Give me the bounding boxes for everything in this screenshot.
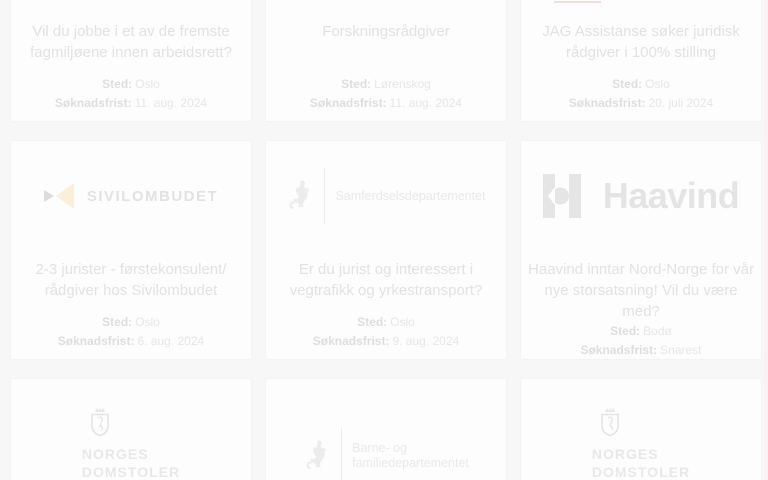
job-card[interactable] xyxy=(10,140,252,360)
haavind-h-icon xyxy=(543,174,581,218)
jag-logo-fragment xyxy=(554,1,601,3)
job-meta xyxy=(569,75,713,121)
employer-logo-area xyxy=(521,0,761,13)
job-card[interactable] xyxy=(520,0,762,122)
job-meta xyxy=(313,313,459,359)
ministry-name xyxy=(352,441,469,471)
sivilombudet-wordmark: SIVILOMBUDET xyxy=(86,187,219,205)
page-edge-stripe xyxy=(764,0,768,480)
job-location: Sted: Lørenskog xyxy=(341,77,431,91)
job-card[interactable] xyxy=(520,378,762,480)
deadline-label: Søknadsfrist: xyxy=(309,96,387,110)
barne-og-familiedepartementet-logo xyxy=(303,428,469,480)
job-title: Haavind inntar Nord-Norge for vår nye storsatsning! Vil du være med? xyxy=(528,261,754,320)
job-card[interactable] xyxy=(520,140,762,360)
job-deadline: Søknadsfrist: 11. aug. 2024 xyxy=(54,96,208,110)
court-crest-icon xyxy=(598,405,622,441)
logo-line2: DOMSTOLER xyxy=(81,464,181,480)
job-title: Er du jurist og interessert i vegtrafikk og yrkestransport? xyxy=(289,261,483,299)
sivilombudet-arrow-left-icon xyxy=(56,183,74,209)
location-label: Sted: xyxy=(341,77,372,91)
location-label: Sted: xyxy=(102,77,133,91)
logo-divider xyxy=(341,428,342,480)
norges-domstoler-logo xyxy=(592,405,690,480)
logo-line1: NORGES xyxy=(81,446,149,462)
job-title: 2-3 jurister - førstekonsulent/ rådgiver hos Sivilombudet xyxy=(35,261,227,299)
logo-line1: NORGES xyxy=(591,446,659,462)
norwegian-lion-icon xyxy=(303,439,329,473)
location-label: Sted: xyxy=(612,77,643,91)
court-crest-icon xyxy=(88,405,112,441)
job-title: Forskningsrådgiver xyxy=(322,23,450,40)
job-card[interactable] xyxy=(265,378,507,480)
job-card[interactable] xyxy=(265,0,507,122)
logo-line2: DOMSTOLER xyxy=(591,464,691,480)
job-meta xyxy=(580,322,701,360)
job-deadline: Søknadsfrist: 6. aug. 2024 xyxy=(57,334,205,348)
job-location: Sted: Oslo xyxy=(357,315,415,329)
job-meta xyxy=(55,75,207,121)
employer-logo-area xyxy=(266,401,506,480)
job-meta xyxy=(58,313,204,359)
samferdselsdepartementet-logo xyxy=(286,168,485,224)
deadline-label: Søknadsfrist: xyxy=(312,334,390,348)
deadline-label: Søknadsfrist: xyxy=(57,334,135,348)
job-meta xyxy=(310,75,462,121)
employer-logo-area xyxy=(11,141,251,251)
employer-logo-area xyxy=(266,141,506,251)
location-label: Sted: xyxy=(357,315,388,329)
norwegian-lion-icon xyxy=(286,179,312,213)
haavind-logo xyxy=(543,174,740,218)
job-listing-grid xyxy=(10,0,762,480)
haavind-wordmark: Haavind xyxy=(602,175,740,216)
job-location: Sted: Oslo xyxy=(612,77,670,91)
deadline-label: Søknadsfrist: xyxy=(568,96,646,110)
job-deadline: Søknadsfrist: 9. aug. 2024 xyxy=(312,334,460,348)
job-card[interactable] xyxy=(265,140,507,360)
location-label: Sted: xyxy=(102,315,133,329)
job-title: Vil du jobbe i et av de fremste fagmiljøene innen arbeidsrett? xyxy=(30,23,232,61)
logo-line1: Barne- og xyxy=(352,441,408,455)
job-location: Sted: Oslo xyxy=(102,77,160,91)
location-label: Sted: xyxy=(610,324,641,338)
job-card[interactable] xyxy=(10,378,252,480)
logo-line2: familiedepartementet xyxy=(352,456,469,470)
employer-logo-area xyxy=(266,0,506,13)
deadline-label: Søknadsfrist: xyxy=(580,343,658,357)
employer-logo-area xyxy=(521,141,761,251)
job-location: Sted: Bodø xyxy=(610,324,672,338)
job-card[interactable] xyxy=(10,0,252,122)
logo-divider xyxy=(324,168,325,224)
job-deadline: Søknadsfrist: Snarest xyxy=(580,343,702,357)
job-title: JAG Assistanse søker juridisk rådgiver i 100% stilling xyxy=(542,23,740,61)
job-deadline: Søknadsfrist: 11. aug. 2024 xyxy=(309,96,463,110)
sivilombudet-arrow-right-icon xyxy=(44,190,54,202)
job-deadline: Søknadsfrist: 20. juli 2024 xyxy=(568,96,714,110)
job-location: Sted: Oslo xyxy=(102,315,160,329)
ministry-name: Samferdselsdepartementet xyxy=(335,188,486,203)
employer-logo-area xyxy=(11,0,251,13)
deadline-label: Søknadsfrist: xyxy=(54,96,132,110)
norges-domstoler-logo xyxy=(82,405,180,480)
sivilombudet-logo xyxy=(44,183,218,209)
